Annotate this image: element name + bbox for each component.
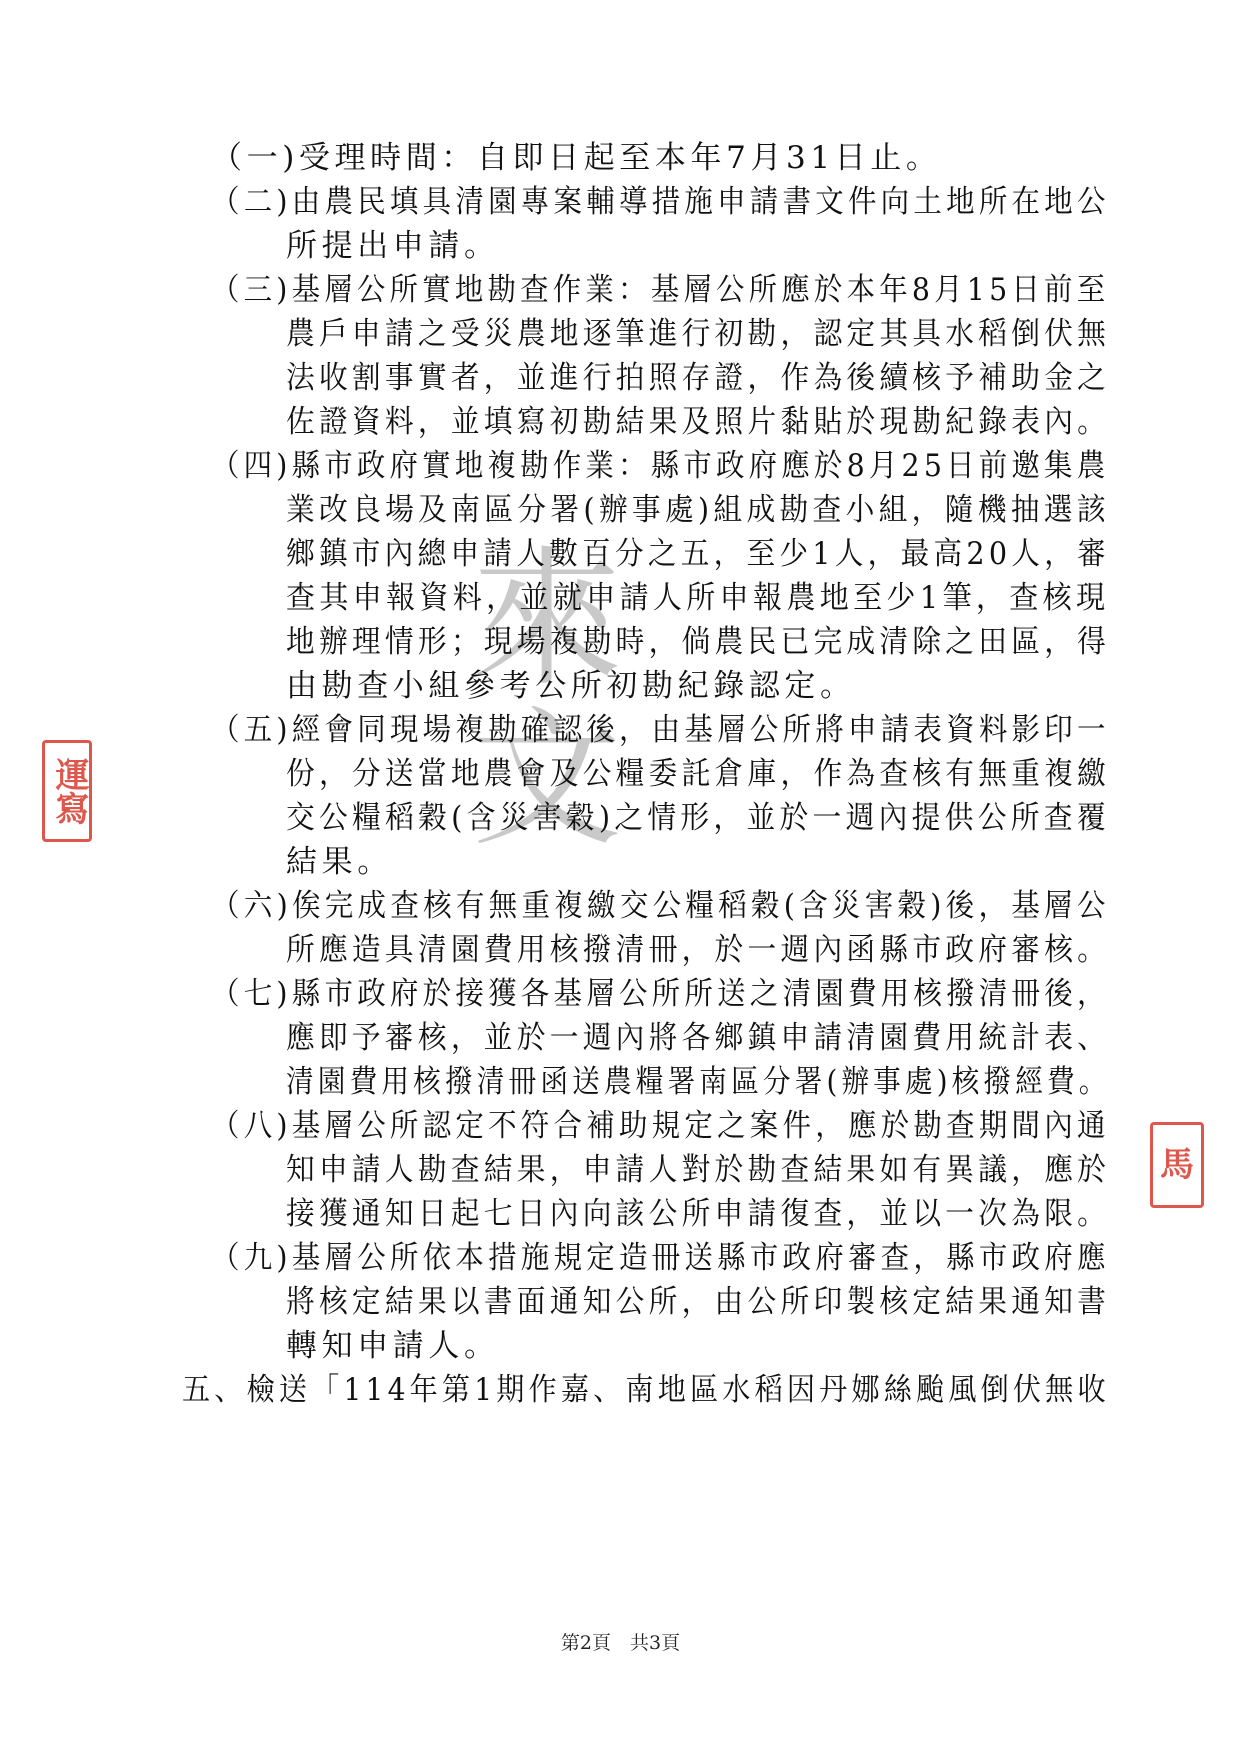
paragraph-line: 接獲通知日起七日內向該公所申請復查，並以一次為限。 [286,1196,1111,1232]
paragraph-line: （五)經會同現場複勘確認後，由基層公所將申請表資料影印一 [211,712,1110,748]
paragraph-line: 由勘查小組參考公所初勘紀錄認定。 [286,668,856,704]
paragraph-line: 清園費用核撥清冊函送農糧署南區分署(辦事處)核撥經費。 [286,1064,1111,1100]
paragraph-line: （七)縣市政府於接獲各基層公所所送之清園費用核撥清冊後， [211,976,1110,1012]
paragraph-line: 結果。 [286,844,393,880]
section-heading-line: 五、檢送「114年第1期作嘉、南地區水稻因丹娜絲颱風倒伏無收 [182,1372,1110,1408]
paragraph-line: 份，分送當地農會及公糧委託倉庫，作為查核有無重複繳 [286,756,1111,792]
paragraph-line: （三)基層公所實地勘查作業：基層公所應於本年8月15日前至 [211,272,1110,308]
paragraph-line: 佐證資料，並填寫初勘結果及照片黏貼於現勘紀錄表內。 [286,404,1111,440]
watermark-char-top: 來 [472,533,623,707]
paragraph-line: 所提出申請。 [286,228,500,264]
paragraph-line: 鄉鎮市內總申請人數百分之五，至少1人，最高20人，審 [286,536,1111,572]
paragraph-line: （八)基層公所認定不符合補助規定之案件，應於勘查期間內通 [211,1108,1110,1144]
paragraph-line: 所應造具清園費用核撥清冊，於一週內函縣市政府審核。 [286,932,1111,968]
paragraph-line: （九)基層公所依本措施規定造冊送縣市政府審查，縣市政府應 [211,1240,1110,1276]
paragraph-line: 農戶申請之受災農地逐筆進行初勘，認定其具水稻倒伏無 [286,316,1111,352]
paragraph-line: 知申請人勘查結果，申請人對於勘查結果如有異議，應於 [286,1152,1111,1188]
paragraph-line: 應即予審核，並於一週內將各鄉鎮申請清園費用統計表、 [286,1020,1111,1056]
watermark-char-bottom: 文 [472,693,623,867]
paragraph-line: 地辦理情形；現場複勘時，倘農民已完成清除之田區，得 [286,624,1111,660]
paragraph-line: （二)由農民填具清園專案輔導措施申請書文件向土地所在地公 [211,184,1110,220]
paragraph-line: （六)俟完成查核有無重複繳交公糧稻穀(含災害穀)後，基層公 [211,888,1110,924]
seal-stamp-right: 馬 [1150,1122,1204,1208]
paragraph-line: 法收割事實者，並進行拍照存證，作為後續核予補助金之 [286,360,1111,396]
paragraph-line: 將核定結果以書面通知公所，由公所印製核定結果通知書 [286,1284,1111,1320]
paragraph-line: （四)縣市政府實地複勘作業：縣市政府應於8月25日前邀集農 [211,448,1110,484]
page-number-footer: 第2頁 共3頁 [560,1632,681,1654]
paragraph-line: 業改良場及南區分署(辦事處)組成勘查小組，隨機抽選該 [286,492,1110,528]
paragraph-line: 查其申報資料，並就申請人所申報農地至少1筆，查核現 [286,580,1110,616]
paragraph-line: （一)受理時間：自即日起至本年7月31日止。 [211,140,942,176]
seal-stamp-left: 運寫 [42,740,92,842]
paragraph-line: 交公糧稻穀(含災害穀)之情形，並於一週內提供公所查覆 [286,800,1110,836]
paragraph-line: 轉知申請人。 [286,1328,500,1364]
